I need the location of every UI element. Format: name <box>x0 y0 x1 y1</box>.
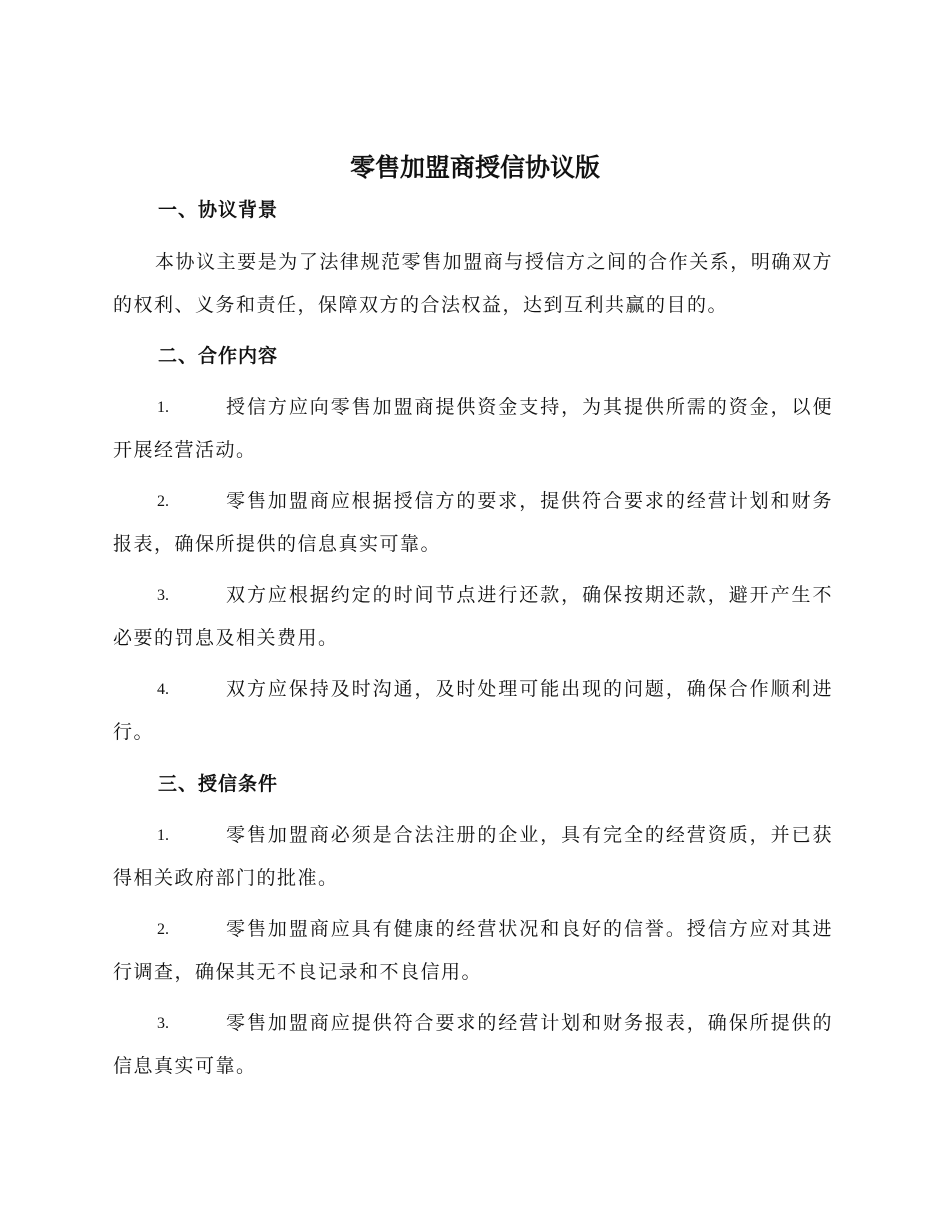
document-title: 零售加盟商授信协议版 <box>349 153 600 182</box>
section-heading-credit-conditions: 三、授信条件 <box>158 773 279 795</box>
section-heading-background: 一、协议背景 <box>158 199 279 221</box>
list-item-text: 零售加盟商应具有健康的经营状况和良好的信誉。授信方应对其进行调查，确保其无不良记录和不良信用。 <box>113 918 833 983</box>
list-item-text: 授信方应向零售加盟商提供资金支持，为其提供所需的资金，以便开展经营活动。 <box>113 396 833 461</box>
list-item-number: 1. <box>157 399 169 416</box>
list-item-number: 2. <box>157 493 169 510</box>
list-item-text: 双方应保持及时沟通，及时处理可能出现的问题，确保合作顺利进行。 <box>113 678 833 743</box>
list-item-text: 双方应根据约定的时间节点进行还款，确保按期还款，避开产生不必要的罚息及相关费用。 <box>113 584 833 649</box>
list-item-number: 3. <box>157 1015 169 1032</box>
list-item-text: 零售加盟商应根据授信方的要求，提供符合要求的经营计划和财务报表，确保所提供的信息真实可靠。 <box>113 490 833 555</box>
section-paragraph-background: 本协议主要是为了法律规范零售加盟商与授信方之间的合作关系，明确双方的权利、义务和责任，保障双方的合法权益，达到互利共赢的目的。 <box>113 251 833 316</box>
list-item-number: 3. <box>157 587 169 604</box>
list-item-number: 4. <box>157 681 169 698</box>
list-item-number: 2. <box>157 921 169 938</box>
list-item-text: 零售加盟商必须是合法注册的企业，具有完全的经营资质，并已获得相关政府部门的批准。 <box>113 824 833 889</box>
section-heading-cooperation: 二、合作内容 <box>158 345 279 367</box>
list-item-text: 零售加盟商应提供符合要求的经营计划和财务报表，确保所提供的信息真实可靠。 <box>113 1012 833 1077</box>
list-item-number: 1. <box>157 827 169 844</box>
